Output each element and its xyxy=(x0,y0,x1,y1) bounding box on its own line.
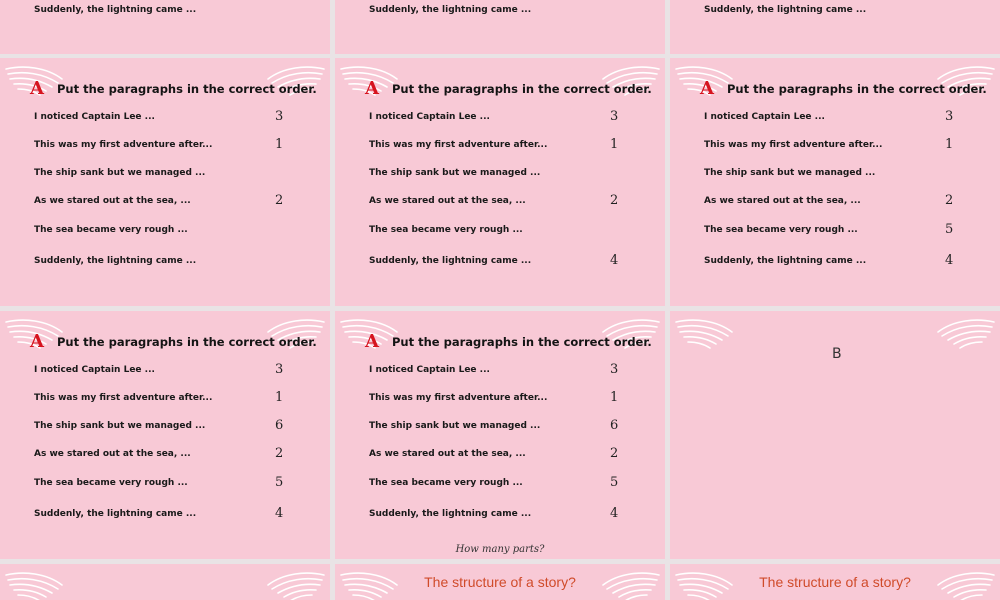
order-number: 1 xyxy=(610,137,619,152)
paragraph-item: I noticed Captain Lee ... xyxy=(369,112,490,122)
slide-heading: The structure of a story? xyxy=(424,574,576,590)
order-number: 1 xyxy=(275,390,284,405)
wing-left-icon xyxy=(674,316,734,350)
wing-right-icon xyxy=(266,569,326,600)
section-letter: A xyxy=(700,78,714,99)
paragraph-item: I noticed Captain Lee ... xyxy=(34,112,155,122)
section-letter: A xyxy=(30,331,44,352)
paragraph-item: The ship sank but we managed ... xyxy=(369,168,541,178)
paragraph-item: As we stared out at the sea, ... xyxy=(704,196,861,206)
paragraph-item: The ship sank but we managed ... xyxy=(369,421,541,431)
exercise-title: Put the paragraphs in the correct order. xyxy=(57,82,317,96)
paragraph-item: The sea became very rough ... xyxy=(369,478,523,488)
wing-left-icon xyxy=(4,569,64,600)
order-number: 1 xyxy=(945,137,954,152)
paragraph-item: I noticed Captain Lee ... xyxy=(369,365,490,375)
slide-middle-3[interactable] xyxy=(670,58,1000,306)
slide-top-2[interactable] xyxy=(335,0,665,54)
exercise-title: Put the paragraphs in the correct order. xyxy=(727,82,987,96)
order-number: 4 xyxy=(275,506,284,521)
paragraph-item: The sea became very rough ... xyxy=(34,478,188,488)
order-number: 5 xyxy=(610,475,619,490)
order-number: 6 xyxy=(610,418,619,433)
slide-last-1[interactable] xyxy=(0,564,330,600)
paragraph-item: The ship sank but we managed ... xyxy=(34,421,206,431)
slide-last-2[interactable] xyxy=(335,564,665,600)
paragraph-item: This was my first adventure after... xyxy=(704,140,883,150)
wing-left-icon xyxy=(674,569,734,600)
order-number: 3 xyxy=(945,109,954,124)
slide-heading: The structure of a story? xyxy=(759,574,911,590)
section-letter: A xyxy=(30,78,44,99)
paragraph-item: The sea became very rough ... xyxy=(704,225,858,235)
order-number: 5 xyxy=(945,222,954,237)
paragraph-item: This was my first adventure after... xyxy=(34,393,213,403)
slide-bottom-1[interactable] xyxy=(0,311,330,559)
paragraph-item: The ship sank but we managed ... xyxy=(34,168,206,178)
order-number: 3 xyxy=(275,109,284,124)
order-number: 2 xyxy=(945,193,954,208)
slide-bottom-3[interactable] xyxy=(670,311,1000,559)
order-number: 1 xyxy=(275,137,284,152)
order-number: 2 xyxy=(610,193,619,208)
order-number: 1 xyxy=(610,390,619,405)
order-number: 4 xyxy=(945,253,954,268)
order-number: 2 xyxy=(610,446,619,461)
section-letter: A xyxy=(365,331,379,352)
order-number: 2 xyxy=(275,446,284,461)
paragraph-item: As we stared out at the sea, ... xyxy=(369,449,526,459)
paragraph-item: Suddenly, the lightning came ... xyxy=(704,256,867,266)
letter-b: B xyxy=(832,346,842,362)
order-number: 3 xyxy=(610,362,619,377)
slide-top-3[interactable] xyxy=(670,0,1000,54)
section-letter: A xyxy=(365,78,379,99)
slide-bottom-2[interactable] xyxy=(335,311,665,559)
wing-right-icon xyxy=(936,569,996,600)
paragraph-item: The sea became very rough ... xyxy=(369,225,523,235)
exercise-title: Put the paragraphs in the correct order. xyxy=(392,335,652,349)
paragraph-item: I noticed Captain Lee ... xyxy=(34,365,155,375)
footnote-how-many-parts: How many parts? xyxy=(455,544,545,555)
slide-top-1[interactable] xyxy=(0,0,330,54)
paragraph-item: I noticed Captain Lee ... xyxy=(704,112,825,122)
slide-middle-1[interactable] xyxy=(0,58,330,306)
paragraph-item: As we stared out at the sea, ... xyxy=(369,196,526,206)
wing-right-icon xyxy=(936,316,996,350)
order-number: 2 xyxy=(275,193,284,208)
paragraph-item: This was my first adventure after... xyxy=(369,393,548,403)
paragraph-item: The ship sank but we managed ... xyxy=(704,168,876,178)
paragraph-item: As we stared out at the sea, ... xyxy=(34,196,191,206)
wing-right-icon xyxy=(601,569,661,600)
paragraph-item: Suddenly, the lightning came ... xyxy=(369,256,532,266)
paragraph-item: This was my first adventure after... xyxy=(34,140,213,150)
order-number: 3 xyxy=(275,362,284,377)
row-text: Suddenly, the lightning came ... xyxy=(34,5,197,15)
order-number: 4 xyxy=(610,506,619,521)
order-number: 3 xyxy=(610,109,619,124)
paragraph-item: Suddenly, the lightning came ... xyxy=(369,509,532,519)
slide-last-3[interactable] xyxy=(670,564,1000,600)
slide-middle-2[interactable] xyxy=(335,58,665,306)
exercise-title: Put the paragraphs in the correct order. xyxy=(57,335,317,349)
exercise-title: Put the paragraphs in the correct order. xyxy=(392,82,652,96)
paragraph-item: As we stared out at the sea, ... xyxy=(34,449,191,459)
paragraph-item: Suddenly, the lightning came ... xyxy=(34,256,197,266)
paragraph-item: The sea became very rough ... xyxy=(34,225,188,235)
order-number: 5 xyxy=(275,475,284,490)
wing-left-icon xyxy=(339,569,399,600)
order-number: 6 xyxy=(275,418,284,433)
paragraph-item: Suddenly, the lightning came ... xyxy=(34,509,197,519)
paragraph-item: This was my first adventure after... xyxy=(369,140,548,150)
row-text: Suddenly, the lightning came ... xyxy=(704,5,867,15)
row-text: Suddenly, the lightning came ... xyxy=(369,5,532,15)
order-number: 4 xyxy=(610,253,619,268)
